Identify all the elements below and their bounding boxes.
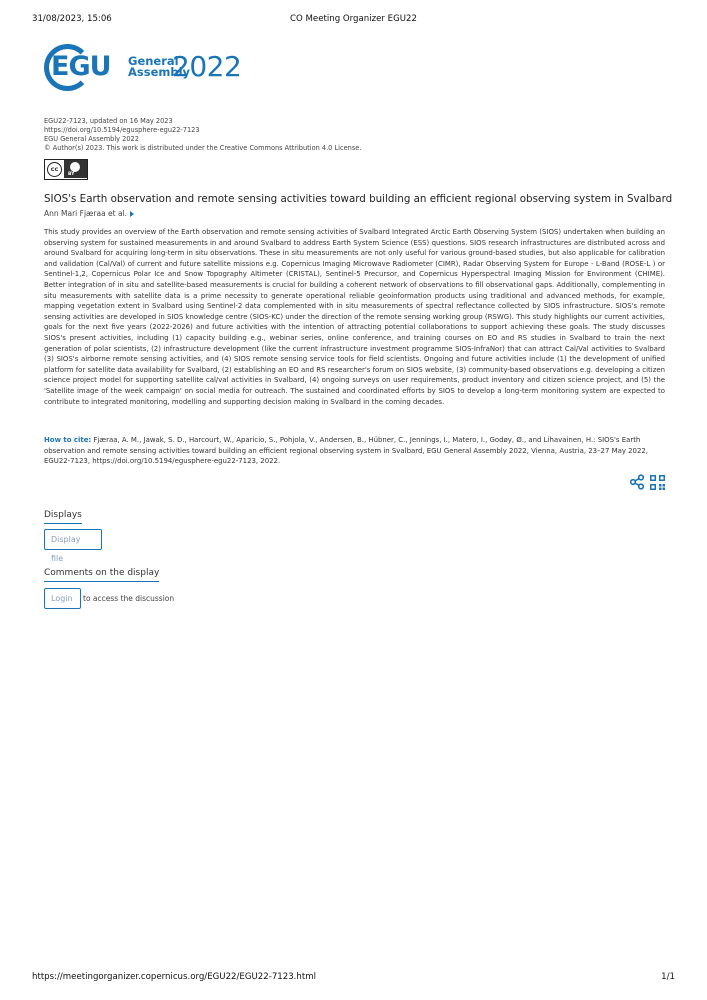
logo-letters: EGU: [51, 51, 111, 82]
login-note: to access the discussion: [83, 594, 175, 603]
how-to-cite: [44, 435, 665, 467]
attribution-person-icon: [70, 162, 80, 172]
share-icon[interactable]: [629, 474, 645, 490]
displays-heading: Displays: [44, 510, 82, 524]
cc-icon: cc: [47, 162, 62, 177]
logo-year: 2022: [172, 50, 242, 83]
license-text: © Author(s) 2023. This work is distributed under the Creative Commons Attribution 4.0 License.: [44, 144, 362, 152]
cc-by-license-badge[interactable]: [44, 159, 88, 180]
authors-line[interactable]: [44, 209, 134, 218]
abstract-meta: [44, 117, 361, 153]
article-title: SIOS's Earth observation and remote sensing activities toward building an efficient regional observing system in Svalbard: [44, 193, 673, 205]
caret-right-icon[interactable]: [130, 211, 134, 217]
assembly-name: EGU General Assembly 2022: [44, 135, 139, 143]
login-button[interactable]: Login: [44, 588, 81, 609]
print-header: [0, 14, 707, 28]
abstract-body: This study provides an overview of the Earth observation and remote sensing activities of Svalbard Integrated Arctic Earth Observing System (SIOS) undertaken when building an observing system for sustained measurements in and around Svalbard to address Earth System Science (ESS) questions. SIOS research infrastructures are distributed across and around Svalbard for acquiring long-term in situ observations. These in situ measurements are not only useful for various ground-based studies, but also applicable for calibration and validation (Cal/Val) of current and future satellite missions e.g. Copernicus Imaging Microwave Radiometer (CIMR), Radar Observing System for Europe - L-Band (ROSE-L ) or Sentinel-1,2, Copernicus Polar Ice and Snow Topography Altimeter (CRISTAL), Sentinel-5 Precursor, and Copernicus Hyperspectral Imaging Mission for Environment (CHIME). Better integration of in situ and satellite-based measurements is crucial for building a coherent network of observations to fill observational gaps. Additionally, complementing in situ measurements with satellite data is a prime necessity to generate operational reliable geoinformation products using traditional and advanced methods, for example, mapping vegetation extent in Svalbard using Sentinel-2 data complemented with in situ measurements of spectral reflectance collected by SIOS infrastructure. SIOS's remote sensing activities are developed in SIOS knowledge centre (SIOS-KC) under the direction of the remote sensing working group (RSWG). This study highlights our current activities, goals for the next five years (2022-2026) and future activities with the intention of attracting potential collaborations to support achieving these goals. The study discusses SIOS's present activities, including (1) capacity building e.g., webinar series, online conference, and training courses on EO and RS studies in Svalbard to train the next generation of polar scientists, (2) infrastructure development (like the current infrastructure investment programme SIOS-InfraNor) that can attract Cal/Val activities to Svalbard (3) SIOS's airborne remote sensing activities, and (4) SIOS remote sensing service tools for field scientists. Ongoing and future activities include (1) the development of unified platform for satellite data availability for Svalbard, (2) establishing an EO and RS researcher's forum on SIOS website, (3) community-based observations e.g. developing a citizen science project model for supporting satellite cal/val activities in Svalbard, (4) ongoing surveys on user requirements, product inventory and citizen science project, and (5) the 'Satellite image of the week campaign' on social media for outreach. The sustained and coordinated efforts by SIOS to develop a long-term monitoring system are expected to contribute to integrated monitoring, modelling and supporting decision making in Svalbard in the coming decades.: [44, 228, 665, 406]
print-datetime: 31/08/2023, 15:06: [32, 14, 112, 24]
by-label: BY: [68, 172, 75, 177]
print-url: https://meetingorganizer.copernicus.org/EGU22/EGU22-7123.html: [32, 972, 316, 982]
cite-text: Fjæraa, A. M., Jawak, S. D., Harcourt, W., Aparicio, S., Pohjola, V., Andersen, B., Hübner, C., Jennings, I., Matero, I., Godøy, Ø., and Lihavainen, H.: SIOS's Earth observation and remote sensing activities toward building an efficient regional observing system in Svalbard, EGU General Assembly 2022, Vienna, Austria, 23–27 May 2022, EGU22-7123, https://doi.org/10.5194/egusphere-egu22-7123, 2022.: [44, 436, 648, 466]
egu-logo[interactable]: [44, 42, 244, 94]
page-number: 1/1: [661, 972, 675, 982]
abstract-doi[interactable]: https://doi.org/10.5194/egusphere-egu22-7123: [44, 126, 200, 134]
logo-line2: Assembly: [128, 65, 191, 79]
qr-code-icon[interactable]: [650, 475, 665, 490]
display-file-button[interactable]: Display file: [44, 529, 102, 550]
print-page-title: CO Meeting Organizer EGU22: [290, 14, 417, 24]
abstract-id-line: EGU22-7123, updated on 16 May 2023: [44, 117, 173, 125]
cite-label: How to cite:: [44, 436, 92, 444]
logo-line1: General: [128, 54, 179, 68]
authors-text[interactable]: Ann Mari Fjæraa et al.: [44, 209, 128, 218]
comments-heading: Comments on the display: [44, 568, 159, 582]
